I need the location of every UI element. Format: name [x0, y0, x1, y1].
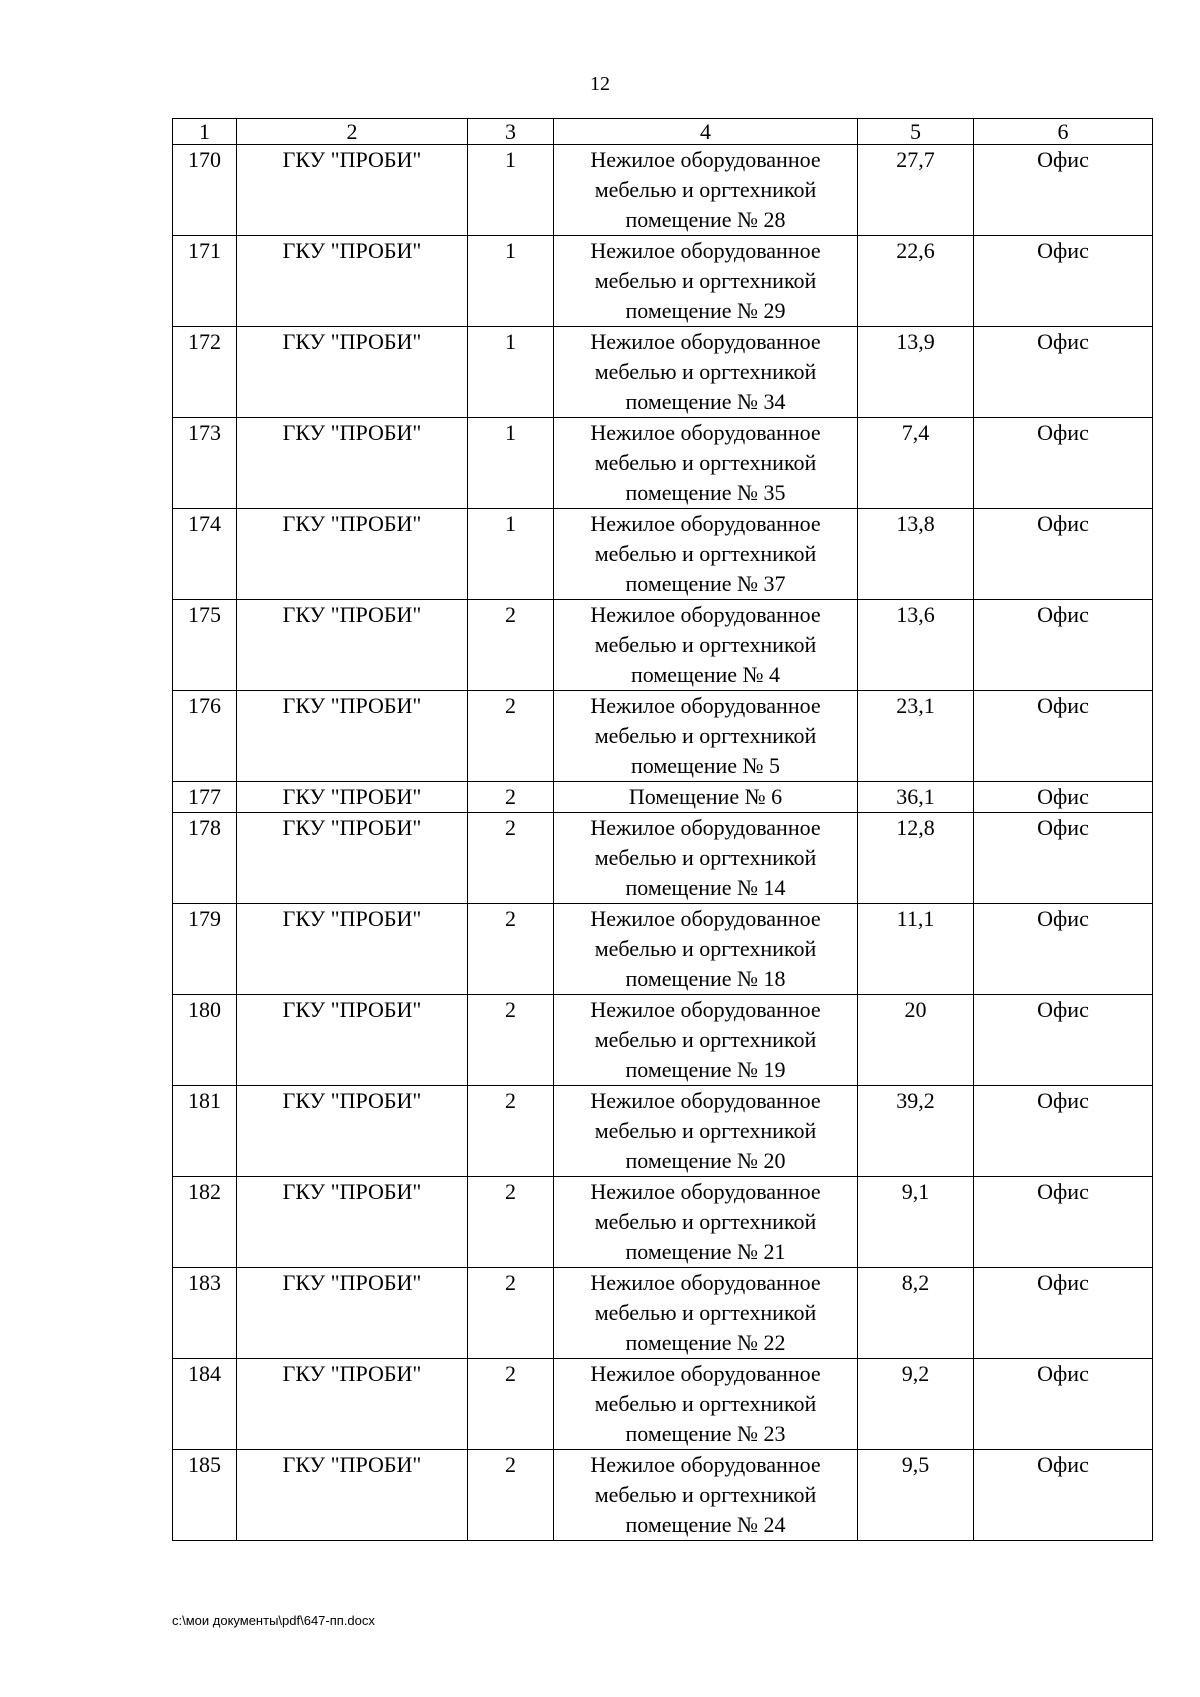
description-line: мебелью и оргтехникой	[594, 1391, 817, 1416]
description-line: мебелью и оргтехникой	[594, 1482, 817, 1507]
description-cell	[554, 782, 858, 813]
description-line: мебелью и оргтехникой	[594, 723, 817, 748]
row-number-cell: 176	[173, 691, 237, 782]
description-line: помещение № 23	[625, 1421, 786, 1446]
area-cell: 9,2	[858, 1359, 974, 1450]
usage-cell: Офис	[974, 1086, 1153, 1177]
organization-cell: ГКУ "ПРОБИ"	[237, 418, 468, 509]
description-line: помещение № 34	[625, 389, 786, 414]
usage-cell: Офис	[974, 600, 1153, 691]
row-number-cell: 183	[173, 1268, 237, 1359]
floor-cell: 1	[468, 236, 554, 327]
description-cell	[554, 1359, 858, 1450]
description-line: Нежилое оборудованное	[590, 1179, 821, 1204]
floor-cell: 2	[468, 1086, 554, 1177]
organization-cell: ГКУ "ПРОБИ"	[237, 327, 468, 418]
table-row	[173, 1086, 1153, 1177]
organization-cell: ГКУ "ПРОБИ"	[237, 904, 468, 995]
description-line: Нежилое оборудованное	[590, 1270, 821, 1295]
description-line: Нежилое оборудованное	[590, 997, 821, 1022]
table-row	[173, 1359, 1153, 1450]
table-row	[173, 995, 1153, 1086]
floor-cell: 1	[468, 327, 554, 418]
usage-cell: Офис	[974, 145, 1153, 236]
description-line: мебелью и оргтехникой	[594, 632, 817, 657]
organization-cell: ГКУ "ПРОБИ"	[237, 1359, 468, 1450]
table-row	[173, 236, 1153, 327]
description-cell	[554, 1268, 858, 1359]
description-line: мебелью и оргтехникой	[594, 845, 817, 870]
organization-cell: ГКУ "ПРОБИ"	[237, 509, 468, 600]
area-cell: 23,1	[858, 691, 974, 782]
description-cell	[554, 813, 858, 904]
description-line: помещение № 18	[625, 966, 786, 991]
floor-cell: 1	[468, 509, 554, 600]
row-number-cell: 178	[173, 813, 237, 904]
description-line: помещение № 19	[625, 1057, 786, 1082]
description-line: Нежилое оборудованное	[590, 511, 821, 536]
organization-cell: ГКУ "ПРОБИ"	[237, 1177, 468, 1268]
header-cell: 1	[173, 119, 237, 145]
usage-cell: Офис	[974, 1450, 1153, 1541]
row-number-cell: 182	[173, 1177, 237, 1268]
row-number-cell: 174	[173, 509, 237, 600]
area-cell: 36,1	[858, 782, 974, 813]
row-number-cell: 181	[173, 1086, 237, 1177]
area-cell: 9,1	[858, 1177, 974, 1268]
description-line: помещение № 28	[625, 207, 786, 232]
description-line: Нежилое оборудованное	[590, 238, 821, 263]
usage-cell: Офис	[974, 1177, 1153, 1268]
floor-cell: 2	[468, 1268, 554, 1359]
floor-cell: 2	[468, 691, 554, 782]
description-cell	[554, 327, 858, 418]
table-row	[173, 904, 1153, 995]
description-line: Нежилое оборудованное	[590, 693, 821, 718]
description-line: помещение № 4	[630, 662, 781, 687]
description-cell	[554, 1086, 858, 1177]
organization-cell: ГКУ "ПРОБИ"	[237, 600, 468, 691]
area-cell: 13,8	[858, 509, 974, 600]
organization-cell: ГКУ "ПРОБИ"	[237, 995, 468, 1086]
description-line: мебелью и оргтехникой	[594, 268, 817, 293]
description-line: мебелью и оргтехникой	[594, 1209, 817, 1234]
usage-cell: Офис	[974, 691, 1153, 782]
row-number-cell: 184	[173, 1359, 237, 1450]
organization-cell: ГКУ "ПРОБИ"	[237, 782, 468, 813]
usage-cell: Офис	[974, 418, 1153, 509]
table-row	[173, 1450, 1153, 1541]
floor-cell: 2	[468, 1450, 554, 1541]
table-row	[173, 418, 1153, 509]
description-line: Нежилое оборудованное	[590, 329, 821, 354]
description-line: мебелью и оргтехникой	[594, 1118, 817, 1143]
description-cell	[554, 995, 858, 1086]
description-line: Нежилое оборудованное	[590, 1452, 821, 1477]
description-line: помещение № 37	[625, 571, 786, 596]
description-line: Нежилое оборудованное	[590, 906, 821, 931]
table-row	[173, 1268, 1153, 1359]
description-line: Помещение № 6	[628, 784, 783, 809]
description-cell	[554, 509, 858, 600]
organization-cell: ГКУ "ПРОБИ"	[237, 813, 468, 904]
organization-cell: ГКУ "ПРОБИ"	[237, 236, 468, 327]
floor-cell: 2	[468, 600, 554, 691]
usage-cell: Офис	[974, 509, 1153, 600]
area-cell: 11,1	[858, 904, 974, 995]
row-number-cell: 177	[173, 782, 237, 813]
description-cell	[554, 236, 858, 327]
description-line: помещение № 29	[625, 298, 786, 323]
header-cell: 2	[237, 119, 468, 145]
table-row	[173, 691, 1153, 782]
table-row	[173, 327, 1153, 418]
description-line: Нежилое оборудованное	[590, 1088, 821, 1113]
area-cell: 22,6	[858, 236, 974, 327]
table-row	[173, 782, 1153, 813]
description-line: помещение № 35	[625, 480, 786, 505]
area-cell: 8,2	[858, 1268, 974, 1359]
floor-cell: 2	[468, 813, 554, 904]
row-number-cell: 173	[173, 418, 237, 509]
table-row	[173, 813, 1153, 904]
floor-cell: 1	[468, 145, 554, 236]
description-cell	[554, 1450, 858, 1541]
description-line: мебелью и оргтехникой	[594, 936, 817, 961]
description-line: помещение № 21	[625, 1239, 786, 1264]
area-cell: 9,5	[858, 1450, 974, 1541]
description-cell	[554, 691, 858, 782]
row-number-cell: 170	[173, 145, 237, 236]
description-line: Нежилое оборудованное	[590, 602, 821, 627]
description-line: мебелью и оргтехникой	[594, 177, 817, 202]
area-cell: 7,4	[858, 418, 974, 509]
table-row	[173, 145, 1153, 236]
usage-cell: Офис	[974, 904, 1153, 995]
floor-cell: 2	[468, 904, 554, 995]
row-number-cell: 179	[173, 904, 237, 995]
description-line: помещение № 5	[630, 753, 781, 778]
usage-cell: Офис	[974, 327, 1153, 418]
floor-cell: 2	[468, 782, 554, 813]
description-cell	[554, 600, 858, 691]
usage-cell: Офис	[974, 782, 1153, 813]
file-path-footer: c:\мои документы\pdf\647-пп.docx	[172, 1613, 375, 1628]
header-cell: 6	[974, 119, 1153, 145]
floor-cell: 2	[468, 1177, 554, 1268]
description-line: помещение № 20	[625, 1148, 786, 1173]
table-row	[173, 1177, 1153, 1268]
description-line: помещение № 24	[625, 1512, 786, 1537]
description-cell	[554, 145, 858, 236]
description-line: помещение № 22	[625, 1330, 786, 1355]
organization-cell: ГКУ "ПРОБИ"	[237, 1268, 468, 1359]
row-number-cell: 185	[173, 1450, 237, 1541]
organization-cell: ГКУ "ПРОБИ"	[237, 1450, 468, 1541]
area-cell: 13,6	[858, 600, 974, 691]
area-cell: 12,8	[858, 813, 974, 904]
description-line: мебелью и оргтехникой	[594, 541, 817, 566]
description-line: Нежилое оборудованное	[590, 815, 821, 840]
organization-cell: ГКУ "ПРОБИ"	[237, 691, 468, 782]
usage-cell: Офис	[974, 236, 1153, 327]
description-line: мебелью и оргтехникой	[594, 450, 817, 475]
floor-cell: 2	[468, 995, 554, 1086]
area-cell: 13,9	[858, 327, 974, 418]
floor-cell: 2	[468, 1359, 554, 1450]
area-cell: 20	[858, 995, 974, 1086]
row-number-cell: 172	[173, 327, 237, 418]
row-number-cell: 175	[173, 600, 237, 691]
description-line: Нежилое оборудованное	[590, 147, 821, 172]
usage-cell: Офис	[974, 1359, 1153, 1450]
description-line: мебелью и оргтехникой	[594, 1300, 817, 1325]
description-line: Нежилое оборудованное	[590, 420, 821, 445]
description-line: Нежилое оборудованное	[590, 1361, 821, 1386]
description-cell	[554, 418, 858, 509]
floor-cell: 1	[468, 418, 554, 509]
usage-cell: Офис	[974, 1268, 1153, 1359]
usage-cell: Офис	[974, 995, 1153, 1086]
description-line: помещение № 14	[625, 875, 786, 900]
table-row	[173, 600, 1153, 691]
organization-cell: ГКУ "ПРОБИ"	[237, 145, 468, 236]
organization-cell: ГКУ "ПРОБИ"	[237, 1086, 468, 1177]
header-cell: 5	[858, 119, 974, 145]
premises-table	[172, 118, 1153, 1541]
row-number-cell: 171	[173, 236, 237, 327]
description-line: мебелью и оргтехникой	[594, 359, 817, 384]
header-cell: 3	[468, 119, 554, 145]
table-header-row	[173, 119, 1153, 145]
area-cell: 39,2	[858, 1086, 974, 1177]
page-number: 12	[590, 73, 610, 95]
row-number-cell: 180	[173, 995, 237, 1086]
description-line: мебелью и оргтехникой	[594, 1027, 817, 1052]
usage-cell: Офис	[974, 813, 1153, 904]
header-cell: 4	[554, 119, 858, 145]
area-cell: 27,7	[858, 145, 974, 236]
description-cell	[554, 1177, 858, 1268]
table-row	[173, 509, 1153, 600]
description-cell	[554, 904, 858, 995]
